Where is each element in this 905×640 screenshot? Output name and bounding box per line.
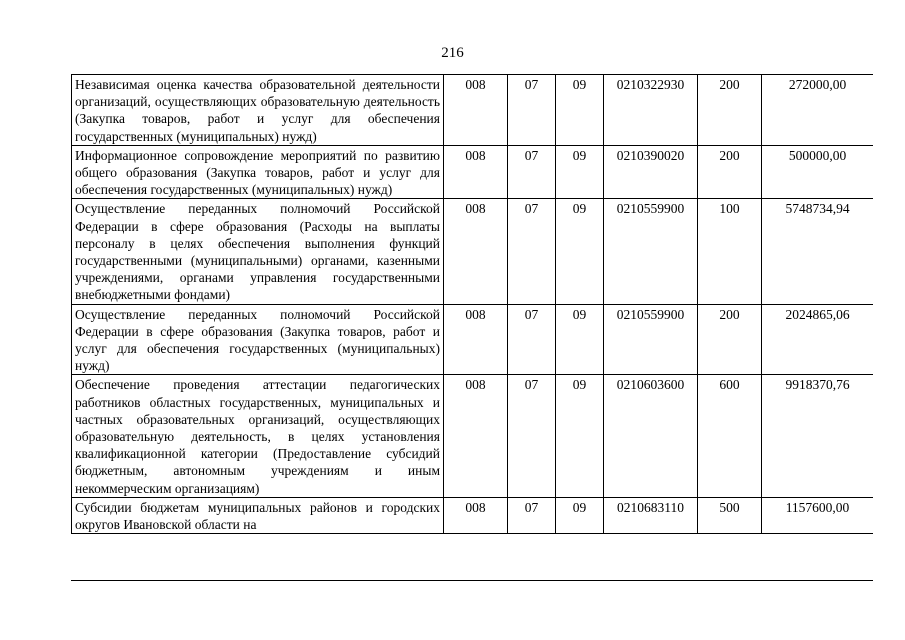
expense-name: Обеспечение проведения аттестации педагогических работников областных государственных, муниципальных и частных образовательных организаций, осуществляющих образовательную деятельность, в целях установления квалификационной категории (Предоставление субсидий бюджетным, автономным учреждениям и иным некоммерческим организациям) <box>72 375 444 497</box>
subsection-code: 09 <box>556 75 604 146</box>
subsection-code: 09 <box>556 375 604 497</box>
target-article-code: 0210559900 <box>604 304 698 375</box>
ministry-code: 008 <box>444 304 508 375</box>
target-article-code: 0210603600 <box>604 375 698 497</box>
ministry-code: 008 <box>444 199 508 304</box>
expense-name: Осуществление переданных полномочий Российской Федерации в сфере образования (Закупка товаров, работ и услуг для обеспечения государственных (муниципальных) нужд) <box>72 304 444 375</box>
expense-type-code: 500 <box>698 497 762 533</box>
target-article-code: 0210390020 <box>604 145 698 199</box>
expense-type-code: 600 <box>698 375 762 497</box>
subsection-code: 09 <box>556 199 604 304</box>
page-number: 216 <box>441 45 464 61</box>
section-code: 07 <box>508 145 556 199</box>
table-row <box>72 375 874 497</box>
section-code: 07 <box>508 497 556 533</box>
amount: 500000,00 <box>762 145 874 199</box>
expense-name: Осуществление переданных полномочий Российской Федерации в сфере образования (Расходы на выплаты персоналу в целях обеспечения выполнения функций государственными (муниципальными) органами, казенными учреждениями, органами управления государственными внебюджетными фондами) <box>72 199 444 304</box>
expense-name: Информационное сопровождение мероприятий по развитию общего образования (Закупка товаров, работ и услуг для обеспечения государственных (муниципальных) нужд) <box>72 145 444 199</box>
expense-name: Независимая оценка качества образовательной деятельности организаций, осуществляющих образовательную деятельность (Закупка товаров, работ и услуг для обеспечения государственных (муниципальных) нужд) <box>72 75 444 146</box>
table-row <box>72 304 874 375</box>
section-code: 07 <box>508 199 556 304</box>
subsection-code: 09 <box>556 497 604 533</box>
expense-name: Субсидии бюджетам муниципальных районов и городских округов Ивановской области на <box>72 497 444 533</box>
expense-type-code: 200 <box>698 304 762 375</box>
amount: 9918370,76 <box>762 375 874 497</box>
amount: 2024865,06 <box>762 304 874 375</box>
subsection-code: 09 <box>556 304 604 375</box>
budget-table-container <box>71 74 873 581</box>
table-row <box>72 497 874 533</box>
table-row <box>72 199 874 304</box>
ministry-code: 008 <box>444 145 508 199</box>
expense-type-code: 100 <box>698 199 762 304</box>
amount: 5748734,94 <box>762 199 874 304</box>
target-article-code: 0210683110 <box>604 497 698 533</box>
target-article-code: 0210559900 <box>604 199 698 304</box>
ministry-code: 008 <box>444 375 508 497</box>
section-code: 07 <box>508 375 556 497</box>
amount: 1157600,00 <box>762 497 874 533</box>
target-article-code: 0210322930 <box>604 75 698 146</box>
ministry-code: 008 <box>444 75 508 146</box>
budget-table-body <box>72 75 874 534</box>
section-code: 07 <box>508 75 556 146</box>
expense-type-code: 200 <box>698 75 762 146</box>
table-row <box>72 75 874 146</box>
section-code: 07 <box>508 304 556 375</box>
subsection-code: 09 <box>556 145 604 199</box>
amount: 272000,00 <box>762 75 874 146</box>
expense-type-code: 200 <box>698 145 762 199</box>
budget-table <box>71 74 873 534</box>
table-row <box>72 145 874 199</box>
ministry-code: 008 <box>444 497 508 533</box>
